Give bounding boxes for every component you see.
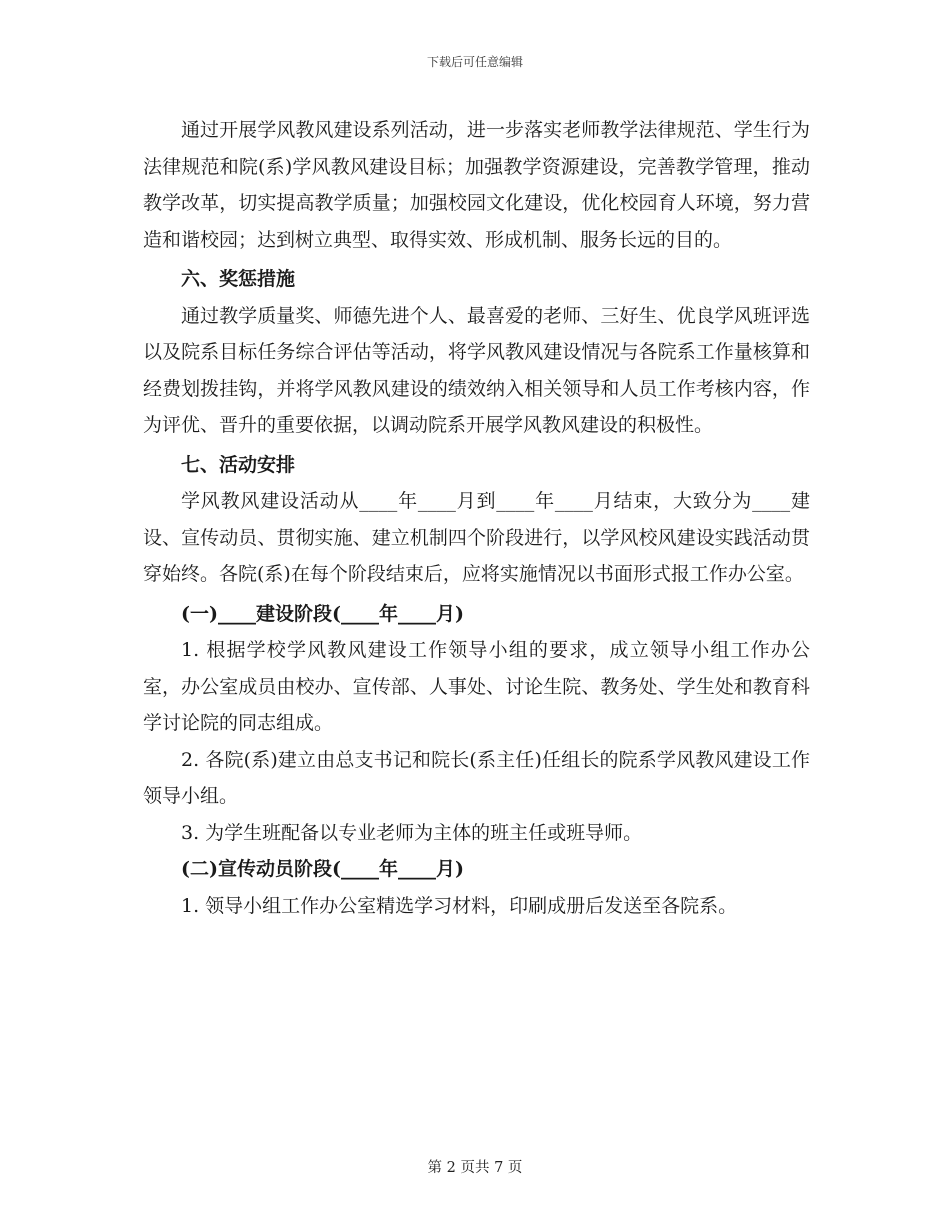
document-body: [143, 112, 810, 924]
phase-2-item-1: 1. 领导小组工作办公室精选学习材料，印刷成册后发送至各院系。: [181, 894, 738, 917]
phase-1-item-1: 1. 根据学校学风教风建设工作领导小组的要求，成立领导小组工作办公室，办公室成员由校办、宣传部、人事处、讨论生院、教务处、学生处和教育科学讨论院的同志组成。: [143, 639, 810, 734]
phase-1-item-3: 3. 为学生班配备以专业老师为主体的班主任或班导师。: [181, 821, 643, 844]
phase-2-heading: (二)宣传动员阶段(____年____月): [181, 858, 464, 880]
section-6-paragraph: 通过教学质量奖、师德先进个人、最喜爱的老师、三好生、优良学风班评选以及院系目标任务综合评估等活动，将学风教风建设情况与各院系工作量核算和经费划拨挂钩，并将学风教风建设的绩效纳入相关领导和人员工作考核内容，作为评优、晋升的重要依据，以调动院系开展学风教风建设的积极性。: [143, 304, 810, 436]
section-7-paragraph: 学风教风建设活动从____年____月到____年____月结束，大致分为____建设、宣传动员、贯彻实施、建立机制四个阶段进行，以学风校风建设实践活动贯穿始终。各院(系)在每个阶段结束后，应将实施情况以书面形式报工作办公室。: [143, 490, 810, 585]
intro-paragraph: 通过开展学风教风建设系列活动，进一步落实老师教学法律规范、学生行为法律规范和院(系)学风教风建设目标；加强教学资源建设，完善教学管理，推动教学改革，切实提高教学质量；加强校园文化建设，优化校园育人环境，努力营造和谐校园；达到树立典型、取得实效、形成机制、服务长远的目的。: [143, 119, 810, 251]
phase-1-heading: (一)____建设阶段(____年____月): [181, 602, 464, 625]
page-header: 下载后可任意编辑: [426, 55, 523, 69]
phase-1-item-2: 2. 各院(系)建立由总支书记和院长(系主任)任组长的院系学风教风建设工作领导小组。: [143, 748, 810, 807]
section-7-heading: 七、活动安排: [181, 453, 296, 476]
page-footer: 第 2 页共 7 页: [427, 1160, 523, 1176]
section-6-heading: 六、奖惩措施: [181, 268, 296, 290]
